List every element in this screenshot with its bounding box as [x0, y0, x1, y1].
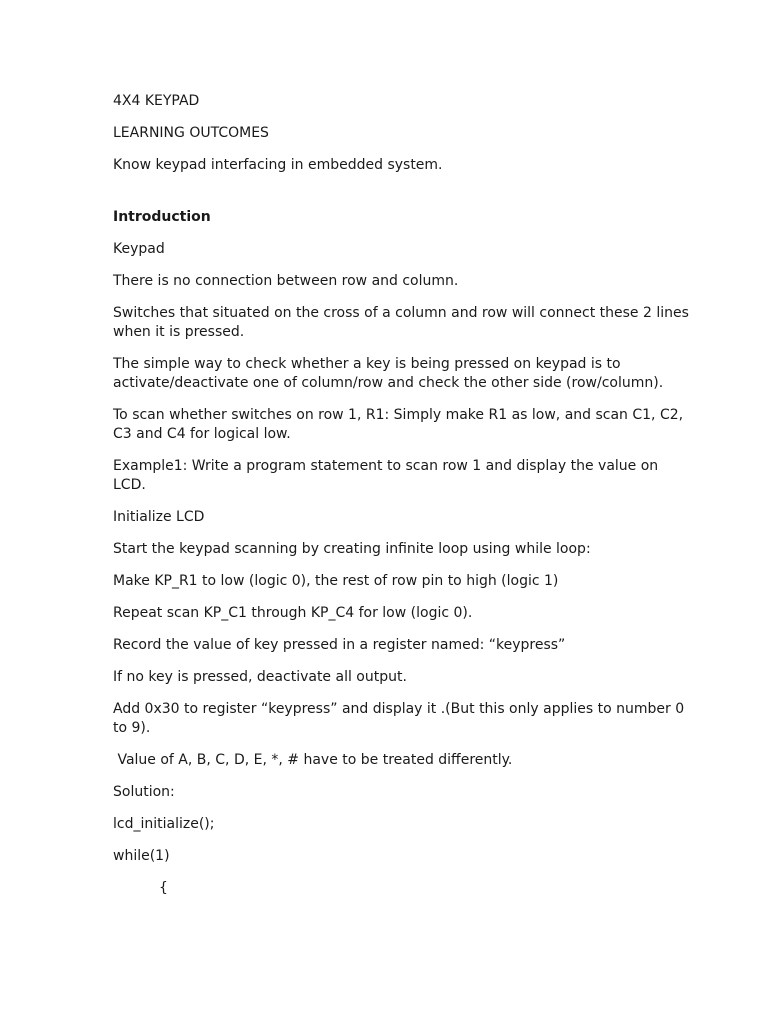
paragraph-scan-row1: To scan whether switches on row 1, R1: Simply make R1 as low, and scan C1, C2, C3 and C4 for logical low. — [113, 407, 684, 442]
paragraph-record-value: Record the value of key pressed in a register named: “keypress” — [113, 637, 566, 653]
paragraph-repeat-scan: Repeat scan KP_C1 through KP_C4 for low (logic 0). — [113, 605, 473, 621]
paragraph-initialize-lcd: Initialize LCD — [113, 509, 205, 525]
code-while-loop: while(1) — [113, 848, 170, 864]
paragraph-simple-way: The simple way to check whether a key is being pressed on keypad is to activate/deactivate one of column/row and check the other side (row/column). — [113, 356, 664, 391]
paragraph-start-scanning: Start the keypad scanning by creating infinite loop using while loop: — [113, 541, 591, 557]
code-lcd-initialize: lcd_initialize(); — [113, 816, 215, 832]
paragraph-make-r1-low: Make KP_R1 to low (logic 0), the rest of row pin to high (logic 1) — [113, 573, 559, 589]
paragraph-values-abcde: Value of A, B, C, D, E, *, # have to be treated differently. — [113, 752, 513, 768]
paragraph-add-0x30: Add 0x30 to register “keypress” and display it .(But this only applies to number 0 to 9). — [113, 701, 685, 736]
paragraph-example1: Example1: Write a program statement to scan row 1 and display the value on LCD. — [113, 458, 659, 493]
code-open-brace: { — [159, 880, 168, 896]
paragraph-no-connection: There is no connection between row and column. — [113, 273, 459, 289]
paragraph-switches: Switches that situated on the cross of a column and row will connect these 2 lines when it is pressed. — [113, 305, 689, 340]
paragraph-no-key: If no key is pressed, deactivate all output. — [113, 669, 407, 685]
learning-outcomes-heading: LEARNING OUTCOMES — [113, 125, 269, 141]
introduction-heading: Introduction — [113, 209, 211, 225]
paragraph-keypad: Keypad — [113, 241, 165, 257]
learning-outcome-text: Know keypad interfacing in embedded system. — [113, 157, 443, 173]
paragraph-solution: Solution: — [113, 784, 175, 800]
document-title: 4X4 KEYPAD — [113, 93, 200, 109]
document-page — [113, 92, 693, 911]
